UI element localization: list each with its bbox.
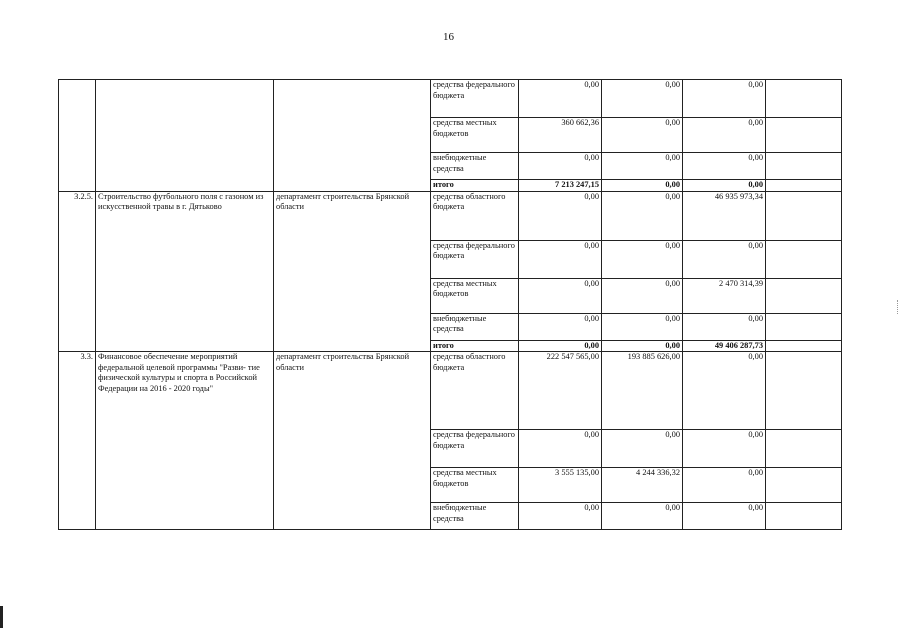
budget-table — [58, 79, 842, 530]
row-executor: департамент строительства Брянской области — [274, 352, 431, 530]
value-cell: 222 547 565,00 — [519, 352, 602, 430]
value-cell: 0,00 — [683, 180, 766, 192]
row-code: 3.3. — [59, 352, 96, 530]
value-cell: 2 470 314,39 — [683, 278, 766, 313]
value-cell: 0,00 — [519, 340, 602, 352]
table-row — [59, 191, 842, 240]
funding-source: средства местных бюджетов — [431, 468, 519, 503]
funding-source-total: итого — [431, 340, 519, 352]
value-cell — [766, 313, 842, 340]
value-cell: 0,00 — [519, 503, 602, 530]
table-row — [59, 352, 842, 430]
value-cell: 0,00 — [602, 278, 683, 313]
table-row — [59, 80, 842, 118]
value-cell — [766, 240, 842, 278]
row-name — [96, 80, 274, 192]
value-cell — [766, 430, 842, 468]
value-cell: 0,00 — [683, 80, 766, 118]
value-cell: 193 885 626,00 — [602, 352, 683, 430]
value-cell — [766, 468, 842, 503]
value-cell: 0,00 — [683, 153, 766, 180]
funding-source: средства областного бюджета — [431, 191, 519, 240]
value-cell — [766, 503, 842, 530]
funding-source: средства местных бюджетов — [431, 118, 519, 153]
value-cell: 0,00 — [602, 153, 683, 180]
value-cell: 46 935 973,34 — [683, 191, 766, 240]
value-cell: 0,00 — [683, 118, 766, 153]
value-cell: 0,00 — [519, 430, 602, 468]
row-executor: департамент строительства Брянской области — [274, 191, 431, 352]
value-cell: 0,00 — [519, 80, 602, 118]
funding-source: внебюджетные средства — [431, 503, 519, 530]
value-cell: 0,00 — [602, 313, 683, 340]
scan-dust-mark — [897, 300, 899, 314]
row-code: 3.2.5. — [59, 191, 96, 352]
value-cell: 4 244 336,32 — [602, 468, 683, 503]
row-name: Строительство футбольного поля с газоном из искусственной травы в г. Дятьково — [96, 191, 274, 352]
value-cell: 0,00 — [602, 191, 683, 240]
value-cell: 0,00 — [683, 313, 766, 340]
value-cell: 360 662,36 — [519, 118, 602, 153]
value-cell: 0,00 — [683, 503, 766, 530]
funding-source: внебюджетные средства — [431, 313, 519, 340]
value-cell: 0,00 — [602, 340, 683, 352]
funding-source: внебюджетные средства — [431, 153, 519, 180]
row-executor — [274, 80, 431, 192]
value-cell: 49 406 287,73 — [683, 340, 766, 352]
value-cell — [766, 191, 842, 240]
page-number: 16 — [443, 31, 454, 43]
row-code — [59, 80, 96, 192]
value-cell — [766, 80, 842, 118]
funding-source: средства местных бюджетов — [431, 278, 519, 313]
funding-source-total: итого — [431, 180, 519, 192]
value-cell: 0,00 — [602, 80, 683, 118]
value-cell: 0,00 — [519, 153, 602, 180]
funding-source: средства областного бюджета — [431, 352, 519, 430]
value-cell: 0,00 — [602, 118, 683, 153]
value-cell: 0,00 — [683, 468, 766, 503]
value-cell — [766, 118, 842, 153]
value-cell: 0,00 — [683, 352, 766, 430]
scan-edge-mark — [0, 606, 3, 628]
value-cell: 0,00 — [602, 240, 683, 278]
funding-source: средства федерального бюджета — [431, 240, 519, 278]
value-cell: 0,00 — [602, 430, 683, 468]
value-cell: 0,00 — [683, 240, 766, 278]
value-cell — [766, 352, 842, 430]
value-cell: 0,00 — [602, 180, 683, 192]
value-cell: 0,00 — [519, 278, 602, 313]
funding-source: средства федерального бюджета — [431, 430, 519, 468]
value-cell: 0,00 — [519, 240, 602, 278]
value-cell — [766, 153, 842, 180]
value-cell: 7 213 247,15 — [519, 180, 602, 192]
value-cell: 0,00 — [519, 313, 602, 340]
value-cell: 3 555 135,00 — [519, 468, 602, 503]
row-name: Финансовое обеспечение мероприятий федеральной целевой программы "Разви- тие физической культуры и спорта в Российской Федерации на 2016 - 2020 годы" — [96, 352, 274, 530]
value-cell — [766, 340, 842, 352]
value-cell — [766, 278, 842, 313]
value-cell: 0,00 — [683, 430, 766, 468]
value-cell: 0,00 — [602, 503, 683, 530]
value-cell — [766, 180, 842, 192]
funding-source: средства федерального бюджета — [431, 80, 519, 118]
value-cell: 0,00 — [519, 191, 602, 240]
